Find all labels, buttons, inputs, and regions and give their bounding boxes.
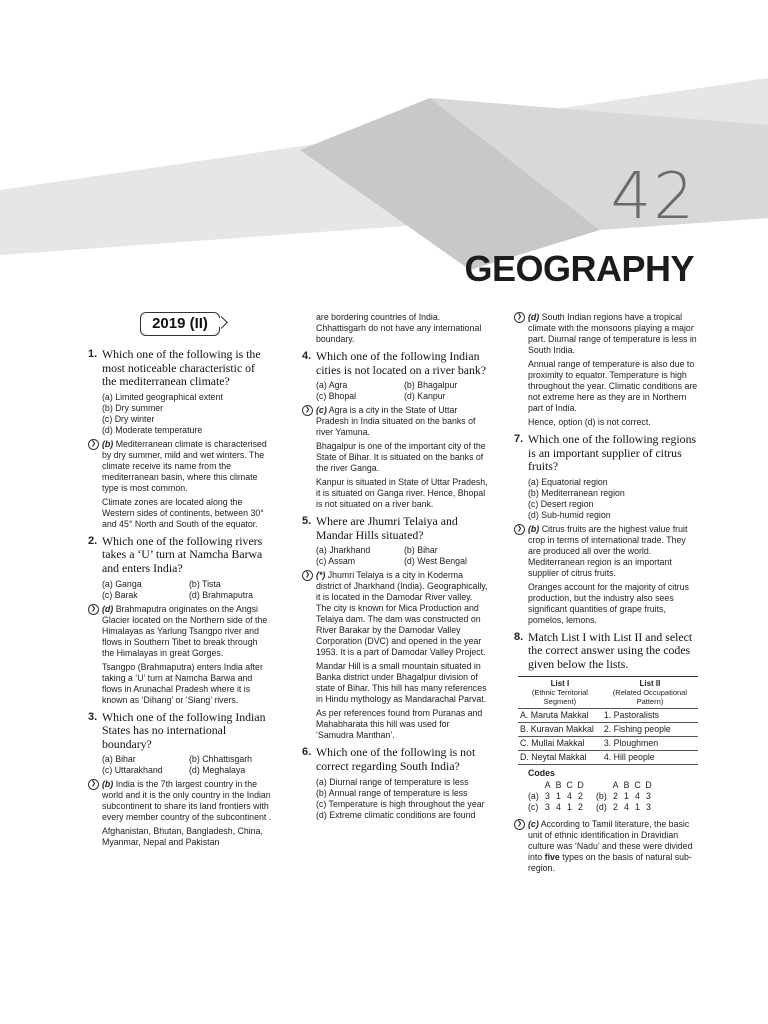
option-c: (c) Bhopal	[316, 391, 357, 402]
option-b: (b) Mediterranean region	[528, 487, 625, 498]
option-b: (b) Annual range of temperature is less	[316, 787, 468, 798]
answer-text: Oranges account for the majority of citrus production, but the industry also sees significant quantities of grape fruits, pomelos, lemons.	[528, 581, 689, 625]
answer-3-continued	[298, 312, 488, 345]
option-a: (a) Diurnal range of temperature is less	[316, 776, 469, 787]
table-row: A. Maruta Makkal 1. Pastoralists	[518, 708, 698, 722]
answer-arrow-icon: ❯	[88, 604, 99, 615]
options	[528, 477, 698, 521]
option-a: (a) Agra	[316, 380, 348, 391]
answer-key: (b)	[102, 438, 114, 449]
answer-arrow-icon: ❯	[88, 779, 99, 790]
answer-text: Citrus fruits are the highest value fruit crop in terms of international trade. They are produced all over the world. Mediterranean region is an important supplier of citrus fruits.	[528, 523, 688, 578]
answer-key: (d)	[528, 312, 540, 322]
answer-text: Mediterranean climate is characterised by dry summer, mild and wet winters. The climate receive its name from the mediterranean basin, where this climate type is most common.	[102, 438, 267, 493]
answer-text: Agra is a city in the State of Uttar Pradesh in India situated on the banks of river Yamuna.	[316, 405, 476, 438]
option-d: (d) Meghalaya	[189, 765, 246, 776]
table-row: D. Neytal Makkal 4. Hill people	[518, 750, 698, 764]
question-text: Where are Jhumri Telaiya and Mandar Hills situated?	[316, 514, 458, 542]
question-6	[298, 746, 488, 820]
answer-text: Afghanistan, Bhutan, Bangladesh, China, Myanmar, Nepal and Pakistan	[102, 826, 263, 848]
option-b: (b) Bihar	[404, 545, 438, 556]
option-d: (d) Sub-humid region	[528, 509, 611, 520]
question-text: Match List I with List II and select the correct answer using the codes given below the lists.	[528, 629, 693, 671]
answer-key: (*)	[316, 570, 326, 581]
option-c: (c) Desert region	[528, 498, 594, 509]
option-b: (b) Dry summer	[102, 402, 164, 413]
answer-3	[84, 779, 272, 848]
options	[102, 579, 272, 601]
question-1	[84, 348, 272, 436]
option-a: (a) Bihar	[102, 754, 136, 765]
table-row: B. Kuravan Makkal 2. Fishing people	[518, 722, 698, 736]
answer-arrow-icon: ❯	[88, 439, 99, 450]
chapter-number: 42	[610, 160, 696, 234]
column-2	[298, 312, 488, 821]
answer-text: Hence, option (d) is not correct.	[528, 417, 651, 427]
answer-text: types on the basis of natural sub-region.	[528, 851, 692, 873]
answer-key: (c)	[528, 818, 539, 829]
chapter-title: GEOGRAPHY	[464, 248, 694, 289]
answer-1	[84, 439, 272, 530]
option-c: (c) Dry winter	[102, 413, 155, 424]
options	[316, 380, 488, 402]
column-1	[84, 312, 272, 851]
answer-text: According to Tamil literature, the basic unit of ethnic identification in Dravidian culture was ‘Nadu’ and these were divided into	[528, 818, 693, 862]
option-c: (c) Uttarakhand	[102, 765, 163, 776]
option-d: (d) Brahmaputra	[189, 589, 254, 600]
question-number: 3.	[88, 710, 98, 723]
question-7	[510, 433, 698, 521]
answer-key: (b)	[102, 779, 114, 790]
answer-text: Jhumri Telaiya is a city in Koderma district of Jharkhand (India). Geographically, it is located in the Damodar River valley. The city is known for Mica Production and Telaiya dam. The dam was constructed on River Barakar by the Damodar Valley Corporation (DVC) and opened in the year 1953. It is a part of Damodar Valley Project.	[316, 570, 488, 658]
question-4	[298, 350, 488, 402]
question-5	[298, 515, 488, 567]
codes-header: A B C D A B C D	[544, 779, 652, 790]
answer-text: are bordering countries of India. Chhattisgarh do not have any international boundary.	[316, 312, 482, 344]
answer-2	[84, 604, 272, 706]
question-text: Which one of the following is not correct regarding South India?	[316, 745, 476, 773]
answer-text: India is the 7th largest country in the world and it is the only country in the Indian subcontinent to share its land frontiers with every member country of the subcontinent .	[102, 779, 272, 823]
option-a: (a) Limited geographical extent	[102, 391, 223, 402]
option-d: (d) Moderate temperature	[102, 424, 203, 435]
answer-text: Bhagalpur is one of the important city of the State of Bihar. It is situated on the banks of the river Ganga.	[316, 441, 486, 474]
question-2	[84, 535, 272, 601]
question-text: Which one of the following Indian cities is not located on a river bank?	[316, 349, 487, 377]
answer-text: As per references found from Puranas and Mahabharata this hill was used for ‘Samudra Manthan’.	[316, 708, 483, 741]
answer-text: Climate zones are located along the Western sides of continents, between 30° and 45° North and South of the equator.	[102, 496, 264, 529]
codes-row: (a) 3 1 4 2 (b) 2 1 4 3	[528, 790, 651, 801]
answer-arrow-icon: ❯	[514, 312, 525, 323]
codes	[528, 768, 698, 813]
answer-5	[298, 570, 488, 741]
question-number: 1.	[88, 348, 98, 360]
option-c: (c) Assam	[316, 556, 356, 567]
answer-arrow-icon: ❯	[302, 405, 313, 416]
question-text: Which one of the following is the most noticeable characteristic of the mediterranean climate?	[102, 347, 261, 389]
question-number: 5.	[302, 515, 312, 528]
question-3	[84, 711, 272, 777]
question-number: 8.	[514, 630, 524, 643]
codes-row: (c) 3 4 1 2 (d) 2 4 1 3	[528, 801, 651, 812]
table-row: C. Mullai Makkal 3. Ploughmen	[518, 736, 698, 750]
question-number: 2.	[88, 534, 98, 547]
answer-8	[510, 819, 698, 874]
answer-key: (d)	[102, 603, 114, 614]
answer-emphasis: five	[544, 851, 560, 862]
option-b: (b) Chhattisgarh	[189, 754, 253, 765]
answer-4	[298, 405, 488, 510]
option-b: (b) Tista	[189, 578, 221, 589]
options	[102, 754, 272, 776]
option-a: (a) Ganga	[102, 578, 142, 589]
answer-arrow-icon: ❯	[514, 524, 525, 535]
year-badge-label: 2019 (II)	[140, 312, 220, 336]
question-text: Which one of the following rivers takes a ‘U’ turn at Namcha Barwa and enters India?	[102, 533, 263, 575]
question-number: 6.	[302, 746, 312, 759]
question-number: 4.	[302, 350, 312, 362]
options	[316, 545, 488, 567]
answer-key: (b)	[528, 523, 540, 534]
answer-text: Annual range of temperature is also due to proximity to equator. Temperature is high throughout the year. Climatic conditions are not extreme here as they are in Northern part of India.	[528, 359, 698, 413]
options	[102, 392, 272, 436]
answer-text: Brahmaputra originates on the Angsi Glacier located on the Northern side of the Himalayas as Yarlung Tsangpo river and flows in Southern Tibet to break through the Himalayas in great Gorges.	[102, 603, 268, 658]
question-number: 7.	[514, 433, 524, 445]
codes-label: Codes	[528, 767, 555, 778]
option-a: (a) Jharkhand	[316, 545, 371, 556]
options	[316, 777, 488, 821]
answer-text: Kanpur is situated in State of Uttar Pradesh, it is situated on Ganga river. Hence, Bhopal is not situated on a river bank.	[316, 477, 488, 510]
list1-header: List I (Ethnic Territorial Segment)	[518, 676, 602, 708]
option-d: (d) Kanpur	[404, 391, 446, 402]
answer-text: Tsangpo (Brahmaputra) enters India after taking a ‘U’ turn at Namcha Barwa and flows in Arunachal Pradesh where it is known as ‘Dihang’ or ‘Siang’ rivers.	[102, 661, 263, 705]
answer-7	[510, 524, 698, 626]
column-3	[510, 312, 698, 877]
answer-arrow-icon: ❯	[302, 570, 313, 581]
year-badge	[140, 312, 226, 336]
list2-header: List II (Related Occupational Pattern)	[602, 676, 698, 708]
answer-6	[510, 312, 698, 428]
option-a: (a) Equatorial region	[528, 476, 608, 487]
answer-key: (c)	[316, 405, 327, 416]
answer-text: Mandar Hill is a small mountain situated in Banka district under Bhagalpur division of state of Bihar. This hill has many references in Hindu mythology as Mandarachal Parvat.	[316, 661, 487, 705]
option-d: (d) West Bengal	[404, 556, 467, 567]
answer-text: South Indian regions have a tropical climate with the monsoons playing a major part. Diurnal range of temperature is less in South India.	[528, 312, 697, 355]
option-c: (c) Temperature is high throughout the year	[316, 798, 485, 809]
question-8	[510, 631, 698, 672]
option-c: (c) Barak	[102, 589, 138, 600]
match-table	[518, 676, 698, 765]
option-b: (b) Bhagalpur	[404, 380, 458, 391]
question-text: Which one of the following Indian States has no international boundary?	[102, 709, 266, 751]
answer-arrow-icon: ❯	[514, 819, 525, 830]
option-d: (d) Extreme climatic conditions are found	[316, 809, 476, 820]
question-text: Which one of the following regions is an important supplier of citrus fruits?	[528, 432, 697, 474]
